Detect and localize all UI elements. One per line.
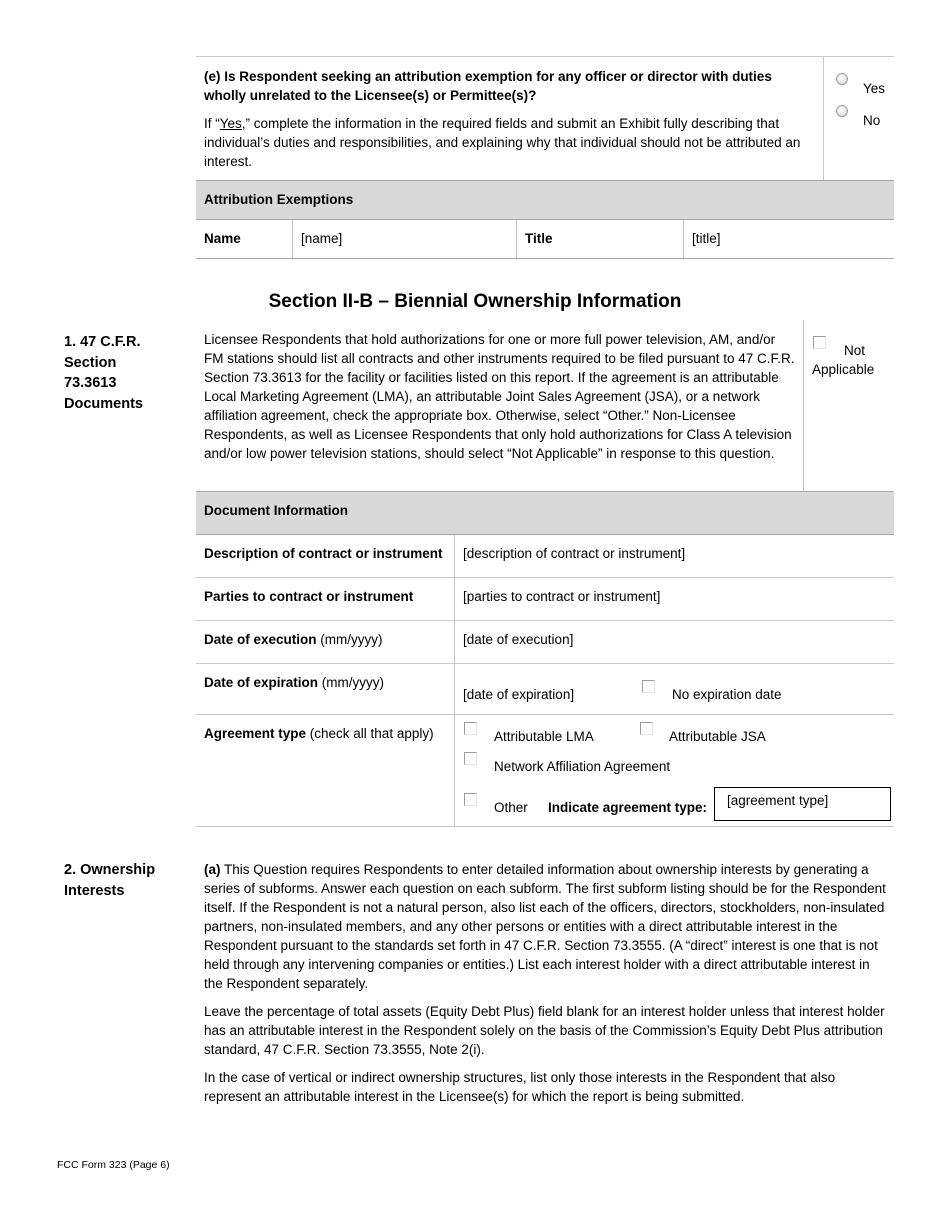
title-field[interactable]: [title] [692, 231, 721, 246]
agreement-type-label: Agreement type (check all that apply) [204, 726, 434, 741]
q2-para-3: In the case of vertical or indirect ownership structures, list only those interests in the Respondent that also represent an attributable interest in the Licensee(s) for which the report is being submitted. [204, 1070, 836, 1104]
page-footer: FCC Form 323 (Page 6) [57, 1159, 170, 1171]
other-checkbox[interactable] [464, 793, 477, 806]
yes-label: Yes [863, 81, 886, 96]
no-expiration-label: No expiration date [672, 687, 782, 702]
not-applicable-checkbox[interactable] [813, 336, 826, 349]
jsa-checkbox[interactable] [640, 722, 653, 735]
network-affiliation-label: Network Affiliation Agreement [494, 759, 671, 774]
expiration-date-label: Date of expiration (mm/yyyy) [204, 675, 385, 690]
jsa-label: Attributable JSA [669, 729, 766, 744]
parties-field[interactable]: [parties to contract or instrument] [463, 589, 661, 604]
q1-label: 1. 47 C.F.R. Section 73.3613 Documents [64, 334, 143, 412]
parties-label: Parties to contract or instrument [204, 589, 414, 604]
q2-label: 2. Ownership Interests [64, 862, 156, 899]
question-e-text: (e) Is Respondent seeking an attribution exemption for any officer or director with duties wholly unrelated to the Licensee(s) or Permittee(s)? [204, 69, 772, 103]
other-label: Other [494, 800, 528, 815]
indicate-agreement-label: Indicate agreement type: [548, 800, 708, 815]
yes-underlined: Yes [219, 116, 242, 131]
yes-radio[interactable] [836, 73, 848, 85]
question-e-instruction: If “Yes,” complete the information in the required fields and submit an Exhibit fully describing that individual’s duties and responsibilities, and explaining why that individual should not be attributed an interest. [204, 116, 801, 169]
title-label: Title [525, 231, 553, 246]
lma-checkbox[interactable] [464, 722, 477, 735]
lma-label: Attributable LMA [494, 729, 594, 744]
not-applicable-label-2: Applicable [812, 362, 875, 377]
section-title: Section II-B – Biennial Ownership Information [268, 291, 682, 312]
not-applicable-label-1: Not [844, 343, 866, 358]
network-affiliation-checkbox[interactable] [464, 752, 477, 765]
q2-para-1: (a) This Question requires Respondents to enter detailed information about ownership interests by generating a series of subforms. Answer each question on each subform. The first subform listing should be for the Respondent itself. If the Respondent is not a natural person, also list each of the officers, directors, stockholders, non-insulated partners, non-insulated members, and any other persons or entities with a direct attributable interest in the Respondent pursuant to the standards set forth in 47 C.F.R. Section 73.3555. (A “direct” interest is one that is not held through any intervening companies or entities.) List each interest holder with a direct attributable interest in the Respondent separately. [204, 862, 886, 991]
execution-date-label: Date of execution (mm/yyyy) [204, 632, 383, 647]
no-label: No [863, 113, 881, 128]
description-field[interactable]: [description of contract or instrument] [463, 546, 686, 561]
agreement-type-input[interactable]: [agreement type] [714, 787, 891, 821]
doc-info-header: Document Information [204, 503, 348, 518]
description-label: Description of contract or instrument [204, 546, 443, 561]
exemptions-header: Attribution Exemptions [204, 192, 354, 207]
name-field[interactable]: [name] [301, 231, 343, 246]
execution-date-field[interactable]: [date of execution] [463, 632, 574, 647]
q1-instructions: Licensee Respondents that hold authorizations for one or more full power television, AM, and/or FM stations should list all contracts and other instruments required to be filed pursuant to 47 C.F.R. Section 73.3613 for the facility or facilities listed on this report. If the agreement is an attributable Local Marketing Agreement (LMA), an attributable Joint Sales Agreement (JSA), or a network affiliation agreement, check the appropriate box. Otherwise, select “Other.” Non-Licensee Respondents, as well as Licensee Respondents that only hold authorizations for Class A television and/or low power television stations, should select “Not Applicable” in response to this question. [204, 332, 795, 461]
q2-para-2: Leave the percentage of total assets (Equity Debt Plus) field blank for an interest holder unless that interest holder has an attributable interest in the Respondent solely on the basis of the Commission’s Equity Debt Plus attribution standard, 47 C.F.R. Section 73.3555, Note 2(i). [204, 1004, 885, 1057]
no-expiration-checkbox[interactable] [642, 680, 655, 693]
name-label: Name [204, 231, 241, 246]
expiration-date-field[interactable]: [date of expiration] [463, 687, 575, 702]
no-radio[interactable] [836, 105, 848, 117]
